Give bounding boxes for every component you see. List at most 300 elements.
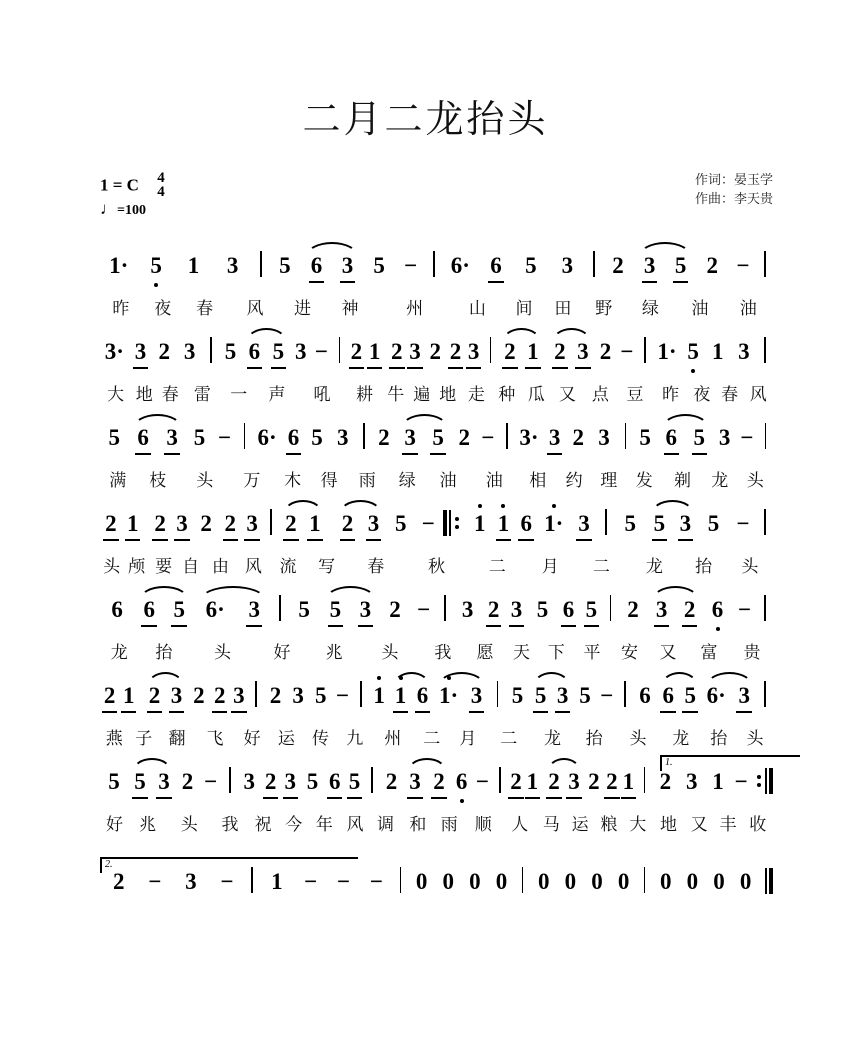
lyric-char: 流 [279,556,297,576]
time-signature-numerator: 4 [157,170,165,186]
lyric-char: 约 [565,470,583,490]
note: 5 [224,339,237,364]
note: 5 [687,339,699,364]
note-sustain-dash: − [369,869,383,894]
lyric-char: 头 [629,728,647,748]
lyric-char: 大 [629,814,647,834]
note: 3 [284,769,297,794]
note: 6 [562,597,575,622]
note: 6 · [194,597,236,631]
note: 3 [243,769,255,794]
lyric-char: 下 [547,642,565,662]
note: 3 [718,425,731,450]
lyric-char: 头 [196,470,214,490]
lyric-char: 二 [488,556,506,576]
system-5 [100,585,773,669]
note: 2 [458,425,470,450]
note: 5 [306,769,319,794]
slur-group [128,769,176,803]
note: 1 · [653,339,682,373]
note: 3 [556,683,569,708]
score-body [0,231,851,903]
tempo-marking [100,199,146,219]
note-sustain-dash: − [734,769,748,794]
lyric-char: 又 [558,384,576,404]
slur-group [403,769,451,803]
lyric-char: 好 [105,814,123,834]
lyric-char: 抬 [585,728,603,748]
note-sustain-dash: − [600,683,614,708]
note-sustain-dash: − [481,425,495,450]
note: 3 [337,425,349,450]
barline [522,867,524,893]
slur-group [390,683,434,717]
note-sustain-dash: − [736,511,750,536]
lyric-char: 理 [600,470,618,490]
note: 1 [527,339,539,364]
note-sustain-dash: − [475,769,489,794]
note: 3 [158,769,170,794]
lyric-char: 枝 [149,470,167,490]
lyric-row [100,373,773,411]
note: 3 [359,597,372,622]
note: 1 [526,769,539,794]
note: 2 [504,339,516,364]
slur-group [144,683,188,717]
note: 2 [158,339,170,364]
note: 1 [271,869,283,894]
note: 2 [548,769,560,794]
slur-group [548,339,594,373]
note-sustain-dash: − [421,511,435,536]
barline [644,337,646,363]
note-sustain-dash: − [416,597,431,622]
lyric-char: 万 [243,470,261,490]
lyric-char: 天 [513,642,531,662]
lyric-char: 头 [381,642,399,662]
lyric-char: 耕 [355,384,373,404]
barline [360,681,362,707]
barline [371,767,373,793]
lyric-char: 兆 [325,642,343,662]
note: 3 [561,253,574,278]
barline [764,595,766,621]
lyric-char: 子 [135,728,153,748]
note: 6 [416,683,429,708]
barline [400,867,402,893]
note: 3 [655,597,668,622]
lyric-row [100,287,773,325]
note: 3 [577,339,589,364]
lyric-char: 颅 [128,556,146,576]
note: 5 [653,511,666,536]
lyric-char: 龙 [672,728,690,748]
lyric-char: 剃 [673,470,691,490]
note: 1 [712,339,724,364]
barline [260,251,262,277]
lyric-char: 豆 [626,384,644,404]
note: 2 [105,511,117,536]
note: 3 [233,683,245,708]
note-sustain-dash: − [148,869,162,894]
note: 2 [113,869,125,894]
barline [765,423,766,449]
note: 2 [285,511,297,536]
note-sustain-dash: − [736,253,750,278]
note: 5 [314,683,327,708]
note: 0 [713,869,725,894]
note: 5 [108,769,120,794]
note: 2 [429,339,441,364]
note: 5 [525,253,537,278]
lyric-char: 顺 [474,814,492,834]
system-8 [100,857,773,903]
note: 0 [495,869,508,894]
note: 3 [409,769,421,794]
lyric-char: 风 [749,384,767,404]
note: 5 [279,253,291,278]
note: 6 [111,597,123,622]
system-4 [100,499,773,583]
slur-group [634,253,696,287]
lyric-char: 我 [221,814,239,834]
note: 3 · [100,339,129,373]
note: 2 [350,339,363,364]
note: 0 [537,869,550,894]
volta-bracket-1: 1. [660,755,800,771]
lyric-char: 头 [214,642,232,662]
note: 0 [660,869,672,894]
note-sustain-dash: − [336,869,350,894]
note: 3 [246,511,258,536]
lyric-char: 春 [196,298,214,318]
note: 3 [598,425,610,450]
note: 6 · [252,425,282,459]
lyric-char: 地 [659,814,677,834]
note: 0 [415,869,428,894]
note: 2 [213,683,226,708]
lyric-char: 我 [434,642,452,662]
slur-group [530,683,574,717]
note: 3 [294,339,307,364]
note: 1 [497,511,510,536]
lyric-char: 又 [659,642,677,662]
lyric-char: 雨 [440,814,458,834]
barline [764,681,766,707]
lyric-char: 风 [346,814,364,834]
note: 6 [328,769,341,794]
barline [210,337,212,363]
note: 5 [298,597,310,622]
note: 3 [341,253,354,278]
lyric-char: 进 [293,298,311,318]
lyric-row [100,631,773,669]
note: 3 [409,339,421,364]
note: 6 [665,425,677,450]
note: 2 [200,511,212,536]
lyric-char: 声 [268,384,286,404]
lyric-char: 抬 [710,728,728,748]
lyric-char: 由 [212,556,230,576]
slur-group [657,425,713,459]
barline [279,595,281,621]
lyric-char: 种 [498,384,516,404]
note: 5 [193,425,206,450]
note: 5 [536,597,549,622]
key-signature [100,171,165,200]
lyric-char: 野 [595,298,613,318]
note: 6 [137,425,149,450]
slur-group [334,511,386,545]
note: 3 [568,769,580,794]
note: 3 [248,597,260,622]
note: 3 [185,869,197,894]
barline [644,867,646,893]
composer-credit: 作曲：李天贵 [694,190,773,206]
note: 1 [309,511,321,536]
score-header [0,171,851,231]
note: 3 [738,683,750,708]
credits [695,171,773,209]
final-barline [763,867,773,895]
note: 6 [639,683,651,708]
lyric-char: 和 [409,814,427,834]
note: 5 [329,597,342,622]
note: 2 [181,769,194,794]
barline [244,423,245,449]
note: 3 [470,683,483,708]
lyric-char: 平 [583,642,601,662]
note: 0 [442,869,455,894]
note: 5 [511,683,524,708]
note: 6 [143,597,155,622]
note: 3 [548,425,561,450]
note: 2 [385,769,398,794]
lyric-char: 自 [182,556,200,576]
note: 5 [173,597,185,622]
lyric-char: 人 [511,814,529,834]
lyric-char: 油 [691,298,709,318]
note: 3 [738,339,750,364]
system-1 [100,241,773,325]
note: 5 [624,511,636,536]
lyric-char: 雨 [358,470,376,490]
system-3 [100,413,773,497]
lyric-char: 月 [459,728,477,748]
slur-group [242,339,290,373]
barline [490,337,492,363]
lyric-char: 昨 [112,298,130,318]
note: 2 [341,511,354,536]
lyric-char: 风 [246,298,264,318]
note: 1 [368,339,381,364]
barline [605,509,607,535]
note: 2 [103,683,116,708]
repeat-start-sign [443,509,461,537]
lyric-char: 春 [161,384,179,404]
note: 5 [134,769,146,794]
slur-group [279,511,327,545]
note: 5 [674,253,687,278]
lyric-char: 满 [109,470,127,490]
note: 3 [176,511,188,536]
note: 6 [455,769,468,794]
note: 3 · [515,425,544,459]
note: 3 [134,339,147,364]
note: 2 [588,769,600,794]
barline [644,767,646,793]
note: 3 [170,683,183,708]
note: 1 · [100,253,137,287]
note: 5 [693,425,705,450]
note: 5 [150,253,162,278]
note-sustain-dash: − [304,869,318,894]
barline [229,767,231,793]
note-sustain-dash: − [620,339,634,364]
barline [363,423,364,449]
barline [433,251,435,277]
lyric-row [100,545,773,583]
lyric-char: 油 [439,470,457,490]
lyric-char: 翻 [168,728,186,748]
lyric-char: 一 [230,384,248,404]
lyric-char: 田 [554,298,572,318]
note: 1 [474,511,486,536]
note: 2 [599,339,612,364]
lyric-char: 秋 [428,556,445,576]
barline [624,681,626,707]
slur-group [648,597,704,631]
note: 3 [166,425,178,450]
tempo-equals: = [117,203,125,218]
lyric-char: 运 [571,814,589,834]
lyric-char: 富 [700,642,718,662]
lyric-char: 龙 [645,556,663,576]
note: 5 [534,683,547,708]
note: 1 [394,683,407,708]
lyric-char: 神 [341,298,359,318]
lyric-char: 州 [406,298,424,318]
lyric-char: 丰 [719,814,737,834]
lyric-char: 传 [312,728,330,748]
lyric-char: 发 [635,470,653,490]
slur-group [657,683,701,717]
lyric-row [100,459,773,497]
slur-group [434,683,490,717]
note: 2 [193,683,205,708]
note: 6 [248,339,261,364]
barline [499,767,501,793]
lyric-char: 龙 [543,728,561,748]
note: 6 · [701,683,731,717]
note-sustain-dash: − [203,769,218,794]
lyric-char: 运 [277,728,295,748]
note: 3 [510,597,523,622]
note-sustain-dash: − [737,597,751,622]
lyric-char: 收 [749,814,767,834]
lyric-char: 牛 [387,384,405,404]
note-sustain-dash: − [217,425,231,450]
note-sustain-dash: − [740,425,754,450]
note: 0 [739,869,752,894]
lyric-char: 写 [318,556,336,576]
lyric-char: 兆 [139,814,157,834]
lyric-char: 飞 [206,728,224,748]
note: 2 [487,597,500,622]
lyric-char: 龙 [110,642,128,662]
note: 1 [712,769,724,794]
note: 3 [685,769,698,794]
note: 1 [126,511,139,536]
note: 0 [617,869,630,894]
lyric-char: 夜 [154,298,172,318]
note: 3 [292,683,304,708]
lyric-char: 昨 [662,384,680,404]
slur-group [194,597,272,631]
lyric-char: 绿 [398,470,416,490]
note: 6 · [442,253,479,287]
note: 3 [467,339,480,364]
note-sustain-dash: − [220,869,234,894]
repeat-end-sign [755,767,773,795]
lyric-char: 山 [468,298,486,318]
note: 1 · [434,683,464,717]
lyric-char: 州 [384,728,402,748]
lyric-char: 好 [243,728,261,748]
lyric-char: 月 [541,556,559,576]
note: 2 [706,253,719,278]
note: 3 [367,511,380,536]
note: 6 [490,253,502,278]
barline [444,595,446,621]
note: 2 [391,339,403,364]
note: 2 [449,339,462,364]
note: 3 [183,339,196,364]
note-row [100,499,773,545]
note: 6 [711,597,724,622]
note: 6 [287,425,300,450]
lyric-char: 九 [346,728,364,748]
note: 3 [679,511,692,536]
note: 5 [579,683,591,708]
note: 6 [310,253,323,278]
lyricist-credit: 作词：晏玉学 [694,172,773,187]
barline [506,423,507,449]
barline [255,681,257,707]
lyric-row [100,717,773,755]
note: 5 [373,253,385,278]
note-row [100,585,773,631]
lyric-char: 粮 [600,814,618,834]
note: 6 [520,511,532,536]
note: 5 [585,597,598,622]
note: 0 [564,869,577,894]
note: 0 [591,869,603,894]
note: 2 [433,769,445,794]
page-title: 二月二龙抬头 [302,99,549,141]
time-signature-denominator: 4 [157,184,165,201]
note: 1 · [538,511,570,545]
note-row [100,241,773,287]
note: 5 [432,425,444,450]
lyric-char: 油 [739,298,757,318]
note: 2 [554,339,566,364]
note: 5 [394,511,407,536]
note: 1 [187,253,200,278]
slur-group [301,253,363,287]
note-sustain-dash: − [335,683,350,708]
slur-group [498,339,544,373]
